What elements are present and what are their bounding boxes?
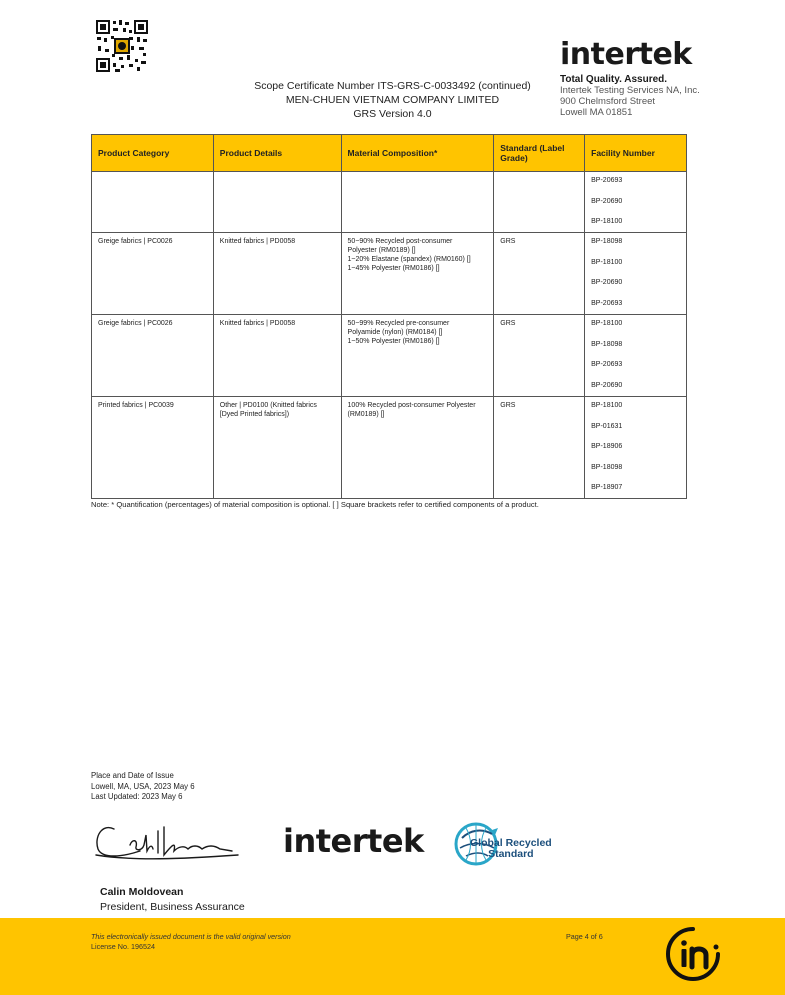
composition-line: 1~50% Polyester (RM0186) []	[347, 338, 440, 345]
table-row	[92, 315, 687, 397]
issue-block	[91, 771, 195, 803]
facility-number: BP-18100	[591, 218, 623, 225]
cell-composition	[341, 233, 494, 315]
license-number: License No. 196524	[91, 942, 155, 951]
header-facility-number: Facility Number	[585, 135, 687, 172]
cell-details: Knitted fabrics | PD0058	[213, 315, 341, 397]
brand-address-2: 900 Chelmsford Street	[560, 96, 656, 107]
signer-title: President, Business Assurance	[100, 901, 245, 913]
facility-number: BP-18100	[591, 402, 623, 409]
facility-number: BP-18100	[591, 258, 623, 266]
cell-composition	[341, 397, 494, 499]
issue-place-date: Lowell, MA, USA, 2023 May 6	[91, 781, 195, 791]
facility-number: BP-18100	[591, 320, 623, 327]
composition-line: 1~20% Elastane (spandex) (RM0160) []	[347, 256, 471, 263]
signature-image	[92, 815, 242, 865]
intertek-logo-footer: intertek	[283, 822, 424, 860]
facility-number: BP-18098	[591, 238, 623, 245]
issue-label: Place and Date of Issue	[91, 771, 174, 780]
footer-left	[91, 932, 291, 952]
grs-line-1: Global Recycled	[470, 837, 552, 849]
cell-category: Printed fabrics | PC0039	[92, 397, 214, 499]
intertek-logo: intertek	[560, 37, 692, 72]
page-number: Page 4 of 6	[566, 932, 603, 941]
certificate-number: Scope Certificate Number ITS-GRS-C-0033492 (continued)	[254, 80, 531, 92]
header-standard: Standard (Label Grade)	[494, 135, 585, 172]
last-updated: Last Updated: 2023 May 6	[91, 792, 183, 801]
cell-category: Greige fabrics | PC0026	[92, 233, 214, 315]
cell-details	[213, 172, 341, 233]
cell-category: Greige fabrics | PC0026	[92, 315, 214, 397]
table-row	[92, 172, 687, 233]
composition-line: 50~90% Recycled post-consumer	[347, 238, 453, 245]
brand-address-1: Intertek Testing Services NA, Inc.	[560, 85, 700, 96]
table-row	[92, 397, 687, 499]
cell-category	[92, 172, 214, 233]
intertek-in-icon	[664, 925, 722, 983]
composition-line: Polyamide (nylon) (RM0184) []	[347, 329, 443, 336]
table-row	[92, 233, 687, 315]
cell-details: Other | PD0100 (Knitted fabrics [Dyed Printed fabrics])	[213, 397, 341, 499]
facility-number: BP-18098	[591, 340, 623, 348]
facility-number: BP-20690	[591, 197, 623, 205]
brand-address-3: Lowell MA 01851	[560, 107, 633, 118]
table-header-row	[92, 135, 687, 172]
facility-number: BP-20693	[591, 299, 623, 307]
cell-standard	[494, 172, 585, 233]
facility-number: BP-20690	[591, 279, 623, 286]
cell-standard: GRS	[494, 233, 585, 315]
certificate-header	[200, 79, 585, 121]
composition-line: 1~45% Polyester (RM0186) []	[347, 265, 440, 272]
facility-number: BP-01631	[591, 422, 623, 430]
facility-number: BP-18907	[591, 484, 623, 491]
brand-tagline: Total Quality. Assured.	[560, 74, 668, 85]
cell-standard: GRS	[494, 315, 585, 397]
signer-block	[100, 885, 245, 915]
cell-facilities	[585, 397, 687, 499]
header-product-category: Product Category	[92, 135, 214, 172]
footer-bar	[0, 918, 785, 995]
composition-line: 100% Recycled post-consumer Polyester	[347, 402, 476, 409]
cell-facilities	[585, 315, 687, 397]
header-material-composition: Material Composition*	[341, 135, 494, 172]
grs-version: GRS Version 4.0	[353, 108, 432, 120]
signer-name: Calin Moldovean	[100, 886, 184, 898]
facility-number: BP-20693	[591, 361, 623, 368]
grs-line-2: Standard	[488, 848, 534, 860]
composition-line: Polyester (RM0189) []	[347, 247, 416, 254]
brand-block	[560, 38, 720, 118]
grs-wordmark	[470, 838, 552, 860]
qr-code	[95, 19, 149, 73]
facility-number: BP-20690	[591, 381, 623, 389]
valid-original-note: This electronically issued document is the valid original version	[91, 932, 291, 941]
company-name: MEN-CHUEN VIETNAM COMPANY LIMITED	[285, 94, 500, 106]
cell-composition	[341, 315, 494, 397]
composition-line: 50~99% Recycled pre-consumer	[347, 320, 450, 327]
composition-note: Note: * Quantification (percentages) of material composition is optional. [ ] Square brackets refer to certified components of a product.	[91, 500, 539, 509]
composition-line: (RM0189) []	[347, 411, 385, 418]
cell-standard: GRS	[494, 397, 585, 499]
scope-table	[91, 134, 687, 499]
facility-number: BP-20693	[591, 177, 623, 184]
cell-facilities	[585, 172, 687, 233]
cell-details: Knitted fabrics | PD0058	[213, 233, 341, 315]
cell-facilities	[585, 233, 687, 315]
cell-composition	[341, 172, 494, 233]
facility-number: BP-18906	[591, 443, 623, 450]
header-product-details: Product Details	[213, 135, 341, 172]
facility-number: BP-18098	[591, 463, 623, 471]
